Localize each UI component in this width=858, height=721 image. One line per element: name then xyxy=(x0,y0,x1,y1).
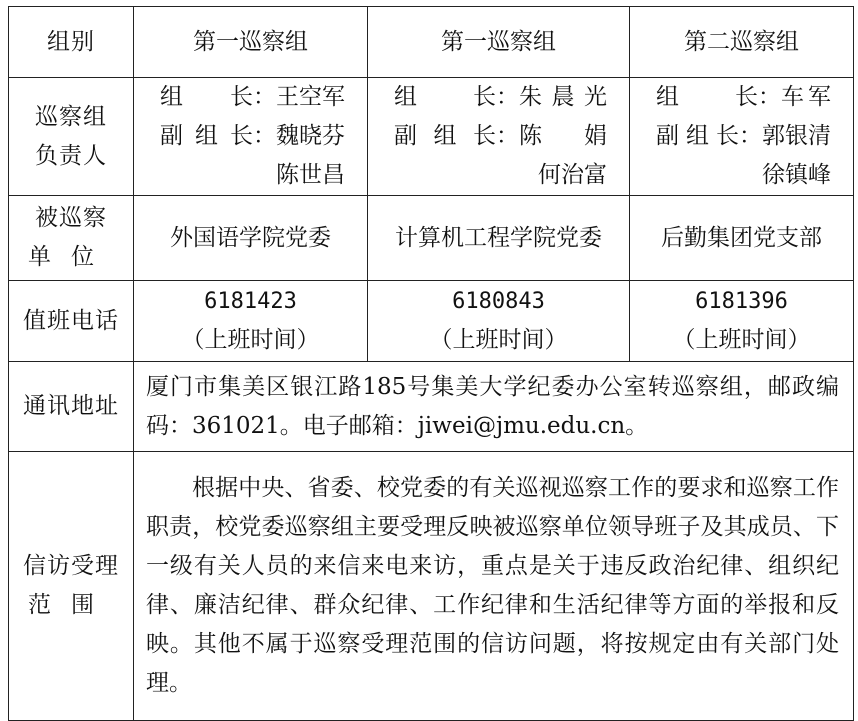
leaders-group-2: 组长 ： 朱晨光 副组长 ： 陈娟 何治富 xyxy=(368,78,630,196)
unit-group-3: 后勤集团党支部 xyxy=(630,196,854,281)
scope-row xyxy=(9,452,854,721)
leader-name: 车军 xyxy=(781,84,831,110)
address-row xyxy=(9,362,854,452)
units-label-line2: 单位 xyxy=(28,244,114,270)
leaders-group-1: 组长 ： 王空军 副组长 ： 魏晓芬 陈世昌 xyxy=(134,78,368,196)
scope-label-line2: 范围 xyxy=(28,592,114,618)
phone-number: 6180843 xyxy=(452,289,545,314)
header-group-label: 组别 xyxy=(9,7,134,78)
leader-name: 朱晨光 xyxy=(519,84,607,110)
deputy-role: 副组长 xyxy=(394,123,496,149)
unit-group-1: 外国语学院党委 xyxy=(134,196,368,281)
header-group-1: 第一巡察组 xyxy=(134,7,368,78)
deputy-name: 郭银清 xyxy=(762,123,831,149)
inspection-info-table xyxy=(8,6,854,721)
deputy-role: 副组长 xyxy=(656,123,739,149)
header-group-2: 第一巡察组 xyxy=(368,7,630,78)
phone-hours-note: （上班时间） xyxy=(672,327,811,353)
leader-role: 组长 xyxy=(160,84,253,110)
phone-row xyxy=(9,281,854,362)
leaders-row xyxy=(9,78,854,196)
table-header-row xyxy=(9,7,854,78)
address-text: 厦门市集美区银江路185号集美大学纪委办公室转巡察组，邮政编码：361021。电子邮箱：jiwei@jmu.edu.cn。 xyxy=(134,362,854,452)
leaders-label-line2: 负责人 xyxy=(35,142,107,169)
leader-name: 王空军 xyxy=(276,84,345,110)
phone-number: 6181423 xyxy=(204,289,297,314)
deputy-name-extra: 何治富 xyxy=(538,162,607,188)
phone-group-2 xyxy=(368,281,630,362)
units-row xyxy=(9,196,854,281)
deputy-name-extra: 徐镇峰 xyxy=(762,162,831,188)
phone-hours-note: （上班时间） xyxy=(181,327,320,353)
unit-group-2: 计算机工程学院党委 xyxy=(368,196,630,281)
deputy-name: 陈娟 xyxy=(519,123,607,149)
units-label-line1: 被巡察 xyxy=(35,205,107,231)
leaders-label-line1: 巡察组 xyxy=(35,103,107,130)
phone-number: 6181396 xyxy=(695,289,788,314)
phone-label: 值班电话 xyxy=(9,281,134,362)
phone-group-1 xyxy=(134,281,368,362)
leaders-label xyxy=(9,78,134,196)
address-label: 通讯地址 xyxy=(9,362,134,452)
scope-label-line1: 信访受理 xyxy=(23,553,119,579)
deputy-role: 副组长 xyxy=(160,123,253,149)
phone-hours-note: （上班时间） xyxy=(429,327,568,353)
deputy-name: 魏晓芬 xyxy=(276,123,345,149)
deputy-name-extra: 陈世昌 xyxy=(276,162,345,188)
scope-label xyxy=(9,452,134,721)
header-group-3: 第二巡察组 xyxy=(630,7,854,78)
phone-group-3 xyxy=(630,281,854,362)
leader-role: 组长 xyxy=(656,84,758,110)
units-label xyxy=(9,196,134,281)
leaders-group-3: 组长 ： 车军 副组长 ： 郭银清 徐镇峰 xyxy=(630,78,854,196)
scope-text: 根据中央、省委、校党委的有关巡视巡察工作的要求和巡察工作职责，校党委巡察组主要受理反映被巡察单位领导班子及其成员、下一级有关人员的来信来电来访，重点是关于违反政治纪律、组织纪律、廉洁纪律、群众纪律、工作纪律和生活纪律等方面的举报和反映。其他不属于巡察受理范围的信访问题，将按规定由有关部门处理。 xyxy=(134,452,854,721)
leader-role: 组长 xyxy=(394,84,496,110)
